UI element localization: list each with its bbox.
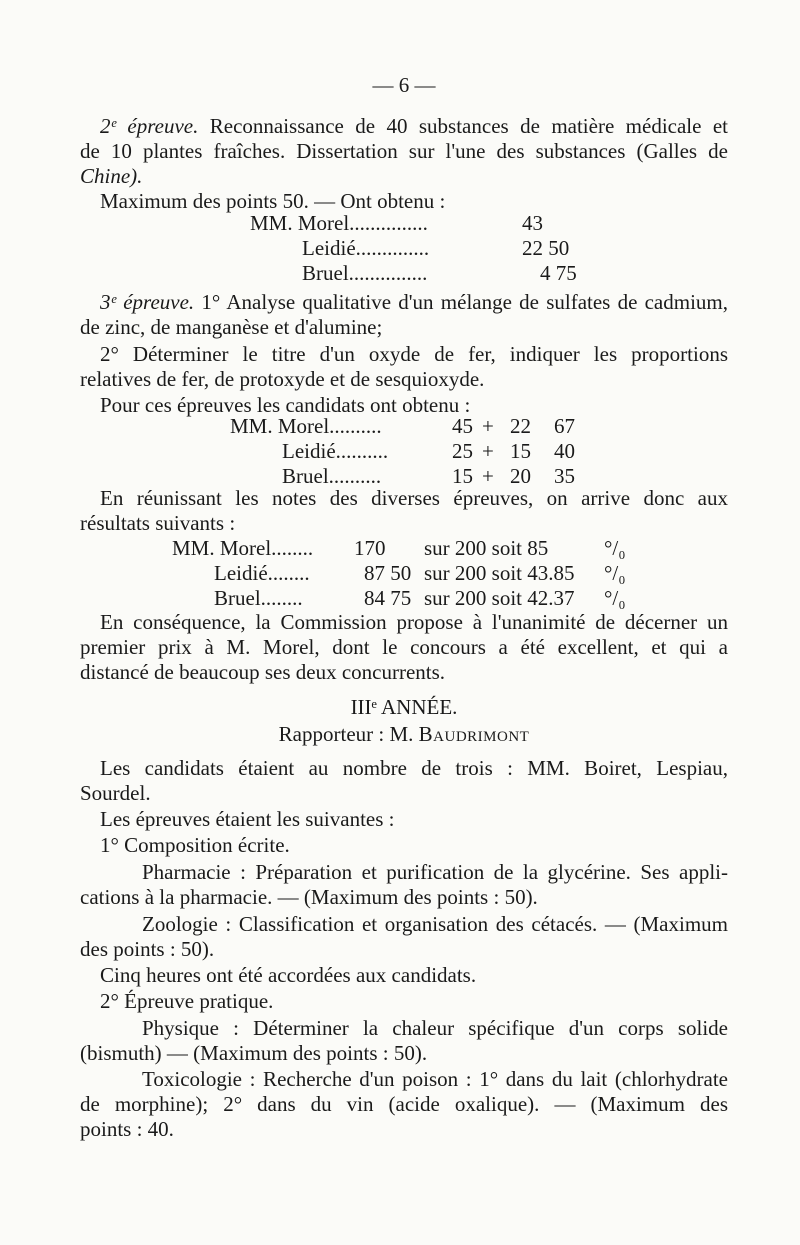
paragraph-toxicologie-line-2: de morphine); 2° dans du vin (acide oxalique). — (Maximum des <box>80 1092 728 1116</box>
candidate-score: 22 50 <box>522 236 570 260</box>
total-score: 170 <box>354 536 386 560</box>
paragraph-candidats-line-2: Sourdel. <box>80 781 151 805</box>
rapporteur-label: Rapporteur : M. <box>278 722 414 746</box>
total-score: 87 50 <box>364 561 412 585</box>
paragraph-zoologie-line-2: des points : 50). <box>80 937 215 961</box>
prefix: MM. <box>172 536 215 560</box>
paragraph-epreuve-2-line-2: de 10 plantes fraîches. Dissertation sur l'une des substances (Galles de <box>80 139 728 163</box>
epreuve-pratique-line: 2° Épreuve pratique. <box>100 989 274 1013</box>
candidate-name: Morel.......... <box>277 414 382 438</box>
paragraph-consequence-line-2: premier prix à M. Morel, dont le concours a été excellent, et qui a <box>80 635 728 659</box>
score-a: 15 <box>452 464 473 488</box>
paragraph-epreuve-2-line-1 <box>100 113 728 139</box>
candidats-obtenu-line: Pour ces épreuves les candidats ont obtenu : <box>100 393 471 417</box>
candidate-name: Leidié.............. <box>302 236 430 260</box>
paragraph-epreuve-3-line-2: de zinc, de manganèse et d'alumine; <box>80 315 383 339</box>
paragraph-reunissant-line-2: résultats suivants : <box>80 511 236 535</box>
candidate-name: Leidié........ <box>214 561 310 585</box>
chine-italic: Chine). <box>80 164 143 188</box>
candidate-score: 4 75 <box>540 261 577 285</box>
sur-200-text: sur 200 soit 85 <box>424 536 549 560</box>
paragraph-zoologie-line-1: Zoologie : Classification et organisation des cétacés. — (Maximum <box>142 912 728 936</box>
results-table-1 <box>250 210 610 288</box>
score-total: 67 <box>554 414 575 438</box>
section-title: IIIᵉ ANNÉE. <box>350 695 458 719</box>
prefix: MM. <box>250 211 293 235</box>
results-table-2 <box>230 413 590 491</box>
percent-sign: °/₀ <box>604 561 626 585</box>
score-total: 35 <box>554 464 575 488</box>
epreuve-3-text-1: 1° Analyse qualitative d'un mélange de sulfates de cadmium, <box>201 290 729 314</box>
paragraph-titre-line-2: relatives de fer, de protoxyde et de sesquioxyde. <box>80 367 485 391</box>
paragraph-pharmacie-line-2: cations à la pharmacie. — (Maximum des points : 50). <box>80 885 538 909</box>
score-a: 25 <box>452 439 473 463</box>
page-number: — 6 — <box>372 73 436 97</box>
score-a: 45 <box>452 414 473 438</box>
composition-ecrite-line: 1° Composition écrite. <box>100 833 290 857</box>
paragraph-toxicologie-line-1: Toxicologie : Recherche d'un poison : 1° dans du lait (chlorhydrate <box>142 1067 728 1091</box>
paragraph-pharmacie-line-1: Pharmacie : Préparation et purification de la glycérine. Ses appli- <box>142 860 728 884</box>
paragraph-epreuve-2-line-3 <box>80 163 728 189</box>
sur-200-text: sur 200 soit 43.85 <box>424 561 575 585</box>
candidate-name: Leidié.......... <box>282 439 389 463</box>
epreuves-suivantes-line: Les épreuves étaient les suivantes : <box>100 807 395 831</box>
candidate-name: Bruel.......... <box>282 464 382 488</box>
score-b: 22 <box>510 414 531 438</box>
total-score: 84 75 <box>364 586 412 610</box>
table1-row-1 <box>250 210 428 236</box>
paragraph-consequence-line-3: distancé de beaucoup ses deux concurrents. <box>80 660 446 684</box>
sur-200-text: sur 200 soit 42.37 <box>424 586 575 610</box>
paragraph-physique-line-1: Physique : Déterminer la chaleur spécifique d'un corps solide <box>142 1016 728 1040</box>
candidate-name: Bruel........ <box>214 586 303 610</box>
table2-row-1 <box>230 413 382 439</box>
plus-sign: + <box>482 464 494 488</box>
candidate-score: 43 <box>522 211 543 235</box>
plus-sign: + <box>482 414 494 438</box>
percent-sign: °/₀ <box>604 536 626 560</box>
maximum-points-line: Maximum des points 50. — Ont obtenu : <box>100 189 446 213</box>
table3-row-1 <box>172 535 313 561</box>
candidate-name: Bruel............... <box>302 261 428 285</box>
cinq-heures-line: Cinq heures ont été accordées aux candidats. <box>100 963 477 987</box>
results-table-3 <box>172 535 642 613</box>
percent-sign: °/₀ <box>604 586 626 610</box>
prefix: MM. <box>230 414 273 438</box>
epreuve-2-label: 2ᵉ épreuve. <box>100 114 199 138</box>
paragraph-titre-line-1: 2° Déterminer le titre d'un oxyde de fer, indiquer les proportions <box>100 342 728 366</box>
epreuve-3-label: 3ᵉ épreuve. <box>100 290 195 314</box>
score-total: 40 <box>554 439 575 463</box>
plus-sign: + <box>482 439 494 463</box>
paragraph-reunissant-line-1: En réunissant les notes des diverses épreuves, on arrive donc aux <box>100 486 728 510</box>
paragraph-epreuve-3-line-1 <box>100 289 728 315</box>
candidate-name: Morel............... <box>297 211 428 235</box>
epreuve-2-text-1: Reconnaissance de 40 substances de matière médicale et <box>209 114 729 138</box>
paragraph-candidats-line-1: Les candidats étaient au nombre de trois : MM. Boiret, Lespiau, <box>100 756 728 780</box>
paragraph-toxicologie-line-3: points : 40. <box>80 1117 174 1141</box>
paragraph-consequence-line-1: En conséquence, la Commission propose à l'unanimité de décerner un <box>100 610 728 634</box>
rapporteur-name: Baudrimont <box>418 722 530 746</box>
score-b: 20 <box>510 464 531 488</box>
score-b: 15 <box>510 439 531 463</box>
candidate-name: Morel........ <box>219 536 314 560</box>
paragraph-physique-line-2: (bismuth) — (Maximum des points : 50). <box>80 1041 428 1065</box>
rapporteur-line <box>80 721 728 747</box>
